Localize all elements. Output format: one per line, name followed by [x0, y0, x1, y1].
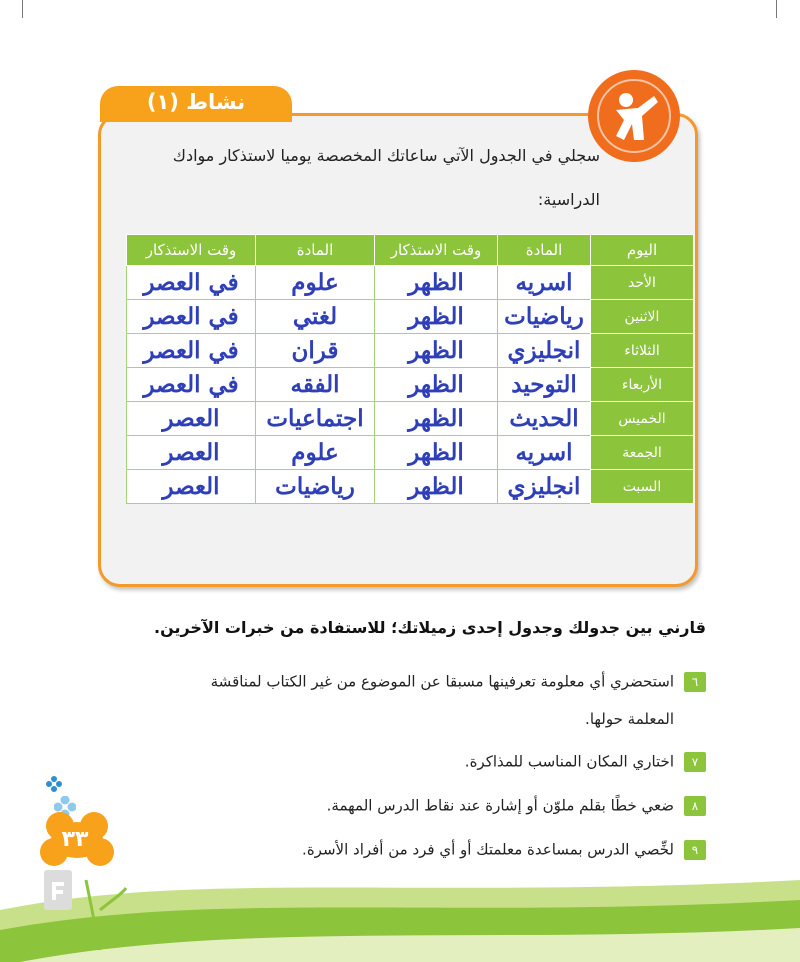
time-cell: الظهر	[375, 436, 498, 470]
day-cell: الأحد	[591, 266, 694, 300]
header-subject: المادة	[498, 235, 591, 266]
header-day: اليوم	[591, 235, 694, 266]
subject-cell: رياضيات	[256, 470, 375, 504]
time-cell: العصر	[127, 470, 256, 504]
time-cell: الظهر	[375, 266, 498, 300]
subject-cell: اسريه	[498, 266, 591, 300]
small-flower-icon	[46, 776, 62, 792]
subject-cell: علوم	[256, 266, 375, 300]
step-number-badge: ٧	[684, 752, 706, 772]
activity-title: نشاط (١)	[146, 90, 246, 114]
table-row	[127, 334, 694, 368]
time-cell: الظهر	[375, 402, 498, 436]
time-cell: في العصر	[127, 300, 256, 334]
time-cell: الظهر	[375, 300, 498, 334]
header-subject: المادة	[256, 235, 375, 266]
step-number-badge: ٦	[684, 672, 706, 692]
subject-cell: الفقه	[256, 368, 375, 402]
crop-mark	[776, 0, 777, 18]
time-cell: في العصر	[127, 266, 256, 300]
day-cell: الثلاثاء	[591, 334, 694, 368]
activity-emblem-icon	[588, 70, 680, 162]
subject-cell: لغتي	[256, 300, 375, 334]
day-cell: الأربعاء	[591, 368, 694, 402]
table-row	[127, 266, 694, 300]
subject-cell: الحديث	[498, 402, 591, 436]
step-text: لخِّصي الدرس بمساعدة معلمتك أو أي فرد من أفراد الأسرة.	[302, 840, 674, 859]
page-number: ٣٣	[61, 827, 89, 852]
subject-cell: التوحيد	[498, 368, 591, 402]
table-row	[127, 436, 694, 470]
subject-cell: انجليزي	[498, 470, 591, 504]
time-cell: العصر	[127, 436, 256, 470]
logo-icon	[44, 870, 72, 910]
subject-cell: علوم	[256, 436, 375, 470]
step-item	[126, 672, 706, 728]
table-row	[127, 368, 694, 402]
table-row	[127, 470, 694, 504]
table-row	[127, 300, 694, 334]
table-row	[127, 402, 694, 436]
header-study-time: وقت الاستذكار	[127, 235, 256, 266]
time-cell: في العصر	[127, 334, 256, 368]
day-cell: السبت	[591, 470, 694, 504]
step-text-continued: المعلمة حولها.	[585, 710, 674, 728]
instruction-line-1: سجلي في الجدول الآتي ساعاتك المخصصة يوميا لاستذكار موادك	[172, 146, 600, 165]
day-cell: الخميس	[591, 402, 694, 436]
header-study-time: وقت الاستذكار	[375, 235, 498, 266]
time-cell: الظهر	[375, 334, 498, 368]
subject-cell: قران	[256, 334, 375, 368]
time-cell: في العصر	[127, 368, 256, 402]
step-number-badge: ٩	[684, 840, 706, 860]
crop-mark	[22, 0, 23, 18]
day-cell: الاثنين	[591, 300, 694, 334]
instruction-line-2: الدراسية:	[537, 190, 600, 209]
decorative-footer	[0, 760, 800, 962]
step-text: ضعي خطًا بقلم ملوّن أو إشارة عند نقاط الدرس المهمة.	[326, 796, 674, 815]
activity-instruction	[130, 134, 600, 222]
time-cell: الظهر	[375, 470, 498, 504]
day-cell: الجمعة	[591, 436, 694, 470]
time-cell: العصر	[127, 402, 256, 436]
subject-cell: اسريه	[498, 436, 591, 470]
time-cell: الظهر	[375, 368, 498, 402]
step-text: استحضري أي معلومة تعرفينها مسبقا عن الموضوع من غير الكتاب لمناقشة	[210, 672, 674, 691]
step-number-badge: ٨	[684, 796, 706, 816]
compare-instruction: قارني بين جدولك وجدول إحدى زميلاتك؛ للاستفادة من خبرات الآخرين.	[153, 618, 706, 637]
subject-cell: انجليزي	[498, 334, 591, 368]
step-text: اختاري المكان المناسب للمذاكرة.	[464, 752, 674, 771]
subject-cell: رياضيات	[498, 300, 591, 334]
table-header-row	[127, 235, 694, 266]
study-schedule-table	[126, 234, 694, 504]
subject-cell: اجتماعيات	[256, 402, 375, 436]
